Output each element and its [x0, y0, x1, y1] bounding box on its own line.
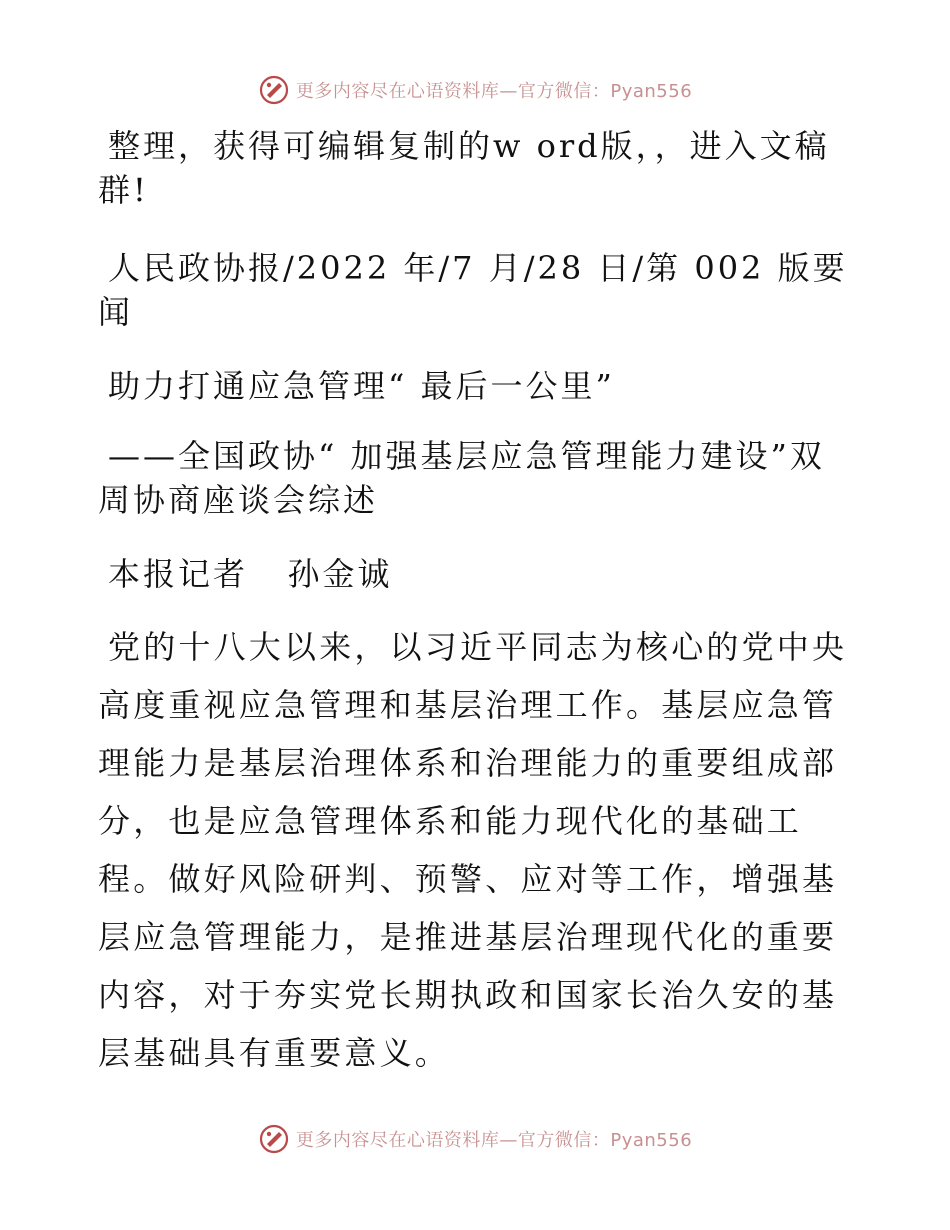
- brand-seal-icon: [258, 1123, 290, 1155]
- top-watermark: [0, 74, 950, 106]
- intro-line: 整理，获得可编辑复制的w ord版，，进入文稿群!: [98, 127, 830, 209]
- document-body: [98, 124, 853, 1082]
- brand-seal-icon: [258, 74, 290, 106]
- watermark-text: 更多内容尽在心语资料库—官方微信：Pyan556: [295, 1130, 693, 1151]
- body-paragraph: 党的十八大以来，以习近平同志为核心的党中央高度重视应急管理和基层治理工作。基层应急管理能力是基层治理体系和治理能力的重要组成部分，也是应急管理体系和能力现代化的基础工程。做好风险研判、预警、应对等工作，增强基层应急管理能力，是推进基层治理现代化的重要内容，对于夯实党长期执政和国家长治久安的基层基础具有重要意义。: [98, 628, 848, 1072]
- headline: 助力打通应急管理“ 最后一公里”: [108, 367, 615, 405]
- source-line: 人民政协报/2022 年/7 月/28 日/第 002 版要闻: [98, 249, 848, 331]
- subheadline: ——全国政协“ 加强基层应急管理能力建设”双周协商座谈会综述: [98, 437, 825, 519]
- byline: 本报记者 孙金诚: [108, 555, 393, 593]
- bottom-watermark: [0, 1123, 950, 1155]
- watermark-text: 更多内容尽在心语资料库—官方微信：Pyan556: [295, 81, 693, 102]
